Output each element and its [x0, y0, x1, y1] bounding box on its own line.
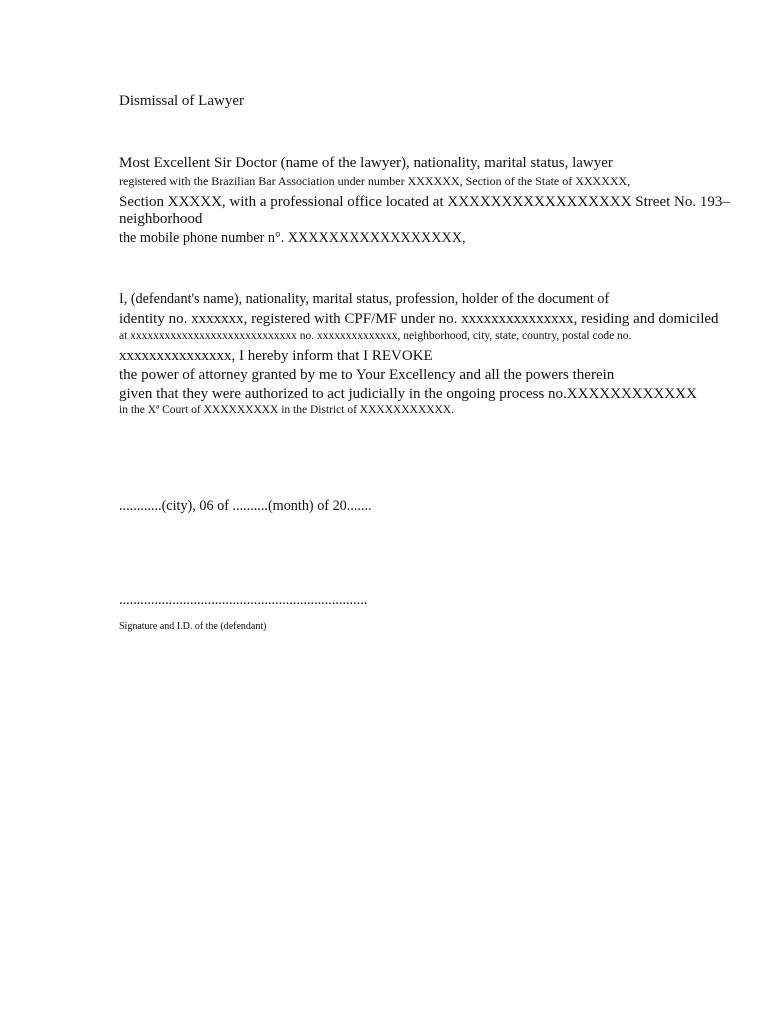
date-line: ............(city), 06 of ..........(month) of 20.......	[119, 498, 372, 514]
addressee-line-2: registered with the Brazilian Bar Association under number XXXXXX, Section of the State of XXXXXX,	[119, 174, 631, 188]
addressee-line-5: the mobile phone number n°. XXXXXXXXXXXXXXXXX,	[119, 230, 466, 246]
addressee-line-1: Most Excellent Sir Doctor (name of the lawyer), nationality, marital status, lawyer	[119, 155, 613, 171]
addressee-line-3: Section XXXXX, with a professional office located at XXXXXXXXXXXXXXXXX Street No. 193–	[119, 194, 730, 210]
signature-line: ......................................................................	[119, 592, 368, 608]
document-title: Dismissal of Lawyer	[119, 93, 244, 109]
body-line-2: identity no. xxxxxxx, registered with CPF/MF under no. xxxxxxxxxxxxxxx, residing and domiciled	[119, 311, 719, 327]
signature-caption: Signature and I.D. of the (defendant)	[119, 621, 267, 632]
body-line-7: in the Xª Court of XXXXXXXXX in the District of XXXXXXXXXXX.	[119, 404, 455, 416]
body-line-4: xxxxxxxxxxxxxxx, I hereby inform that I REVOKE	[119, 348, 433, 364]
body-line-3: at xxxxxxxxxxxxxxxxxxxxxxxxxxxxx no. xxxxxxxxxxxxxx, neighborhood, city, state, country, postal code no.	[119, 330, 632, 342]
addressee-line-4: neighborhood	[119, 211, 203, 227]
body-line-1: I, (defendant's name), nationality, marital status, profession, holder of the document of	[119, 291, 610, 307]
body-line-6: given that they were authorized to act judicially in the ongoing process no.XXXXXXXXXXXX	[119, 386, 697, 402]
body-line-5: the power of attorney granted by me to Your Excellency and all the powers therein	[119, 367, 615, 383]
